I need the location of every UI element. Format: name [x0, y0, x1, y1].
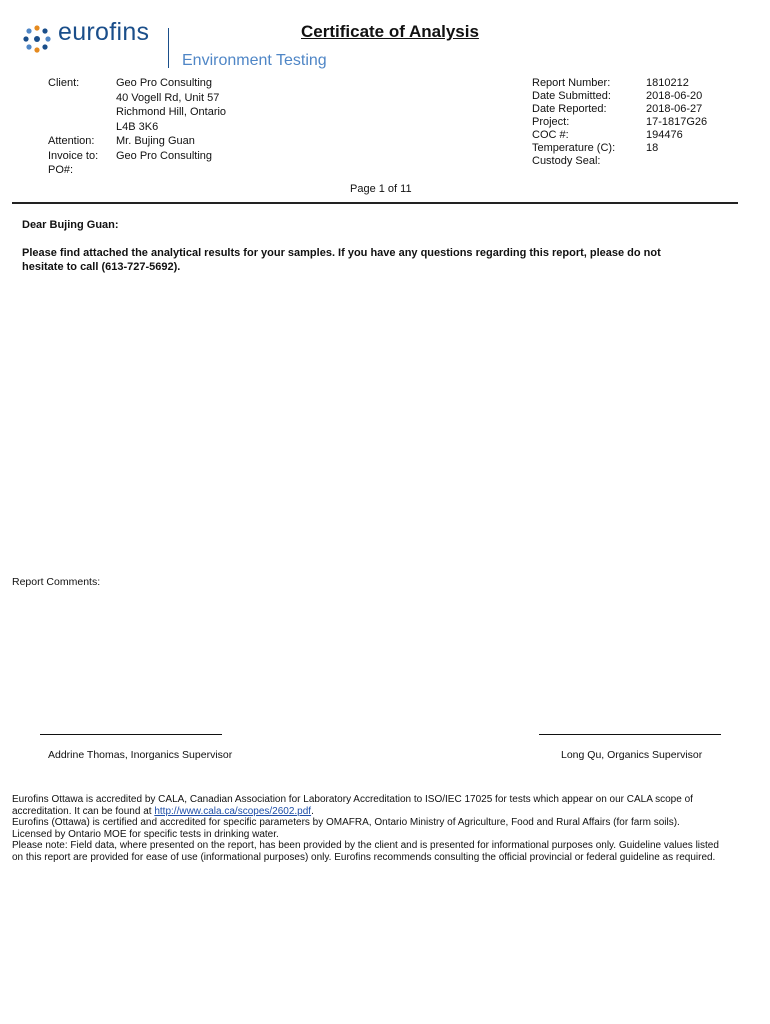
- date-submitted-value: 2018-06-20: [646, 90, 703, 102]
- signature-line-right: [539, 734, 721, 735]
- salutation: Dear Bujing Guan:: [22, 219, 119, 231]
- date-submitted-label: Date Submitted:: [532, 90, 611, 102]
- letter-body-line: hesitate to call (613-727-5692).: [22, 261, 181, 273]
- accreditation-footer: [12, 794, 730, 864]
- attention-value: Mr. Bujing Guan: [116, 135, 195, 147]
- eurofins-logo: [22, 18, 342, 74]
- client-line: Geo Pro Consulting: [116, 77, 212, 89]
- po-label: PO#:: [48, 164, 74, 176]
- invoice-label: Invoice to:: [48, 149, 99, 162]
- invoice-value: Geo Pro Consulting: [116, 149, 212, 162]
- footer-line: on this report are provided for ease of use (informational purposes) only. Eurofins recommends consulting the official provincial or federal guideline as required.: [12, 851, 716, 863]
- temperature-label: Temperature (C):: [532, 142, 616, 154]
- signatory-left: Addrine Thomas, Inorganics Supervisor: [48, 749, 233, 761]
- division-name: Environment Testing: [182, 52, 327, 69]
- footer-text: .: [311, 805, 314, 817]
- client-line: 40 Vogell Rd, Unit 57: [116, 91, 220, 104]
- project-value: 17-1817G26: [646, 116, 708, 128]
- cala-scope-link[interactable]: http://www.cala.ca/scopes/2602.pdf: [154, 805, 312, 817]
- brand-name: eurofins: [58, 18, 150, 46]
- temperature-value: 18: [646, 142, 659, 154]
- page-indicator: Page 1 of 11: [350, 183, 412, 195]
- logo-divider: [168, 28, 169, 68]
- attention-label: Attention:: [48, 135, 95, 147]
- footer-line: Please note: Field data, where presented on the report, has been provided by the client and is presented for informational purposes only. Guideline values listed: [12, 840, 719, 852]
- date-reported-value: 2018-06-27: [646, 103, 703, 115]
- footer-line: [12, 806, 730, 818]
- letter-body: [22, 246, 712, 274]
- report-number-label: Report Number:: [532, 77, 611, 89]
- report-number-value: 1810212: [646, 77, 689, 89]
- header-divider: [12, 202, 738, 204]
- letter-body-line: Please find attached the analytical results for your samples. If you have any questions regarding this report, please do not: [22, 247, 661, 259]
- document-title: Certificate of Analysis: [301, 22, 479, 41]
- client-label: Client:: [48, 77, 80, 89]
- client-line: Richmond Hill, Ontario: [116, 106, 227, 118]
- date-reported-label: Date Reported:: [532, 103, 607, 115]
- project-label: Project:: [532, 116, 570, 128]
- client-line: L4B 3K6: [116, 120, 159, 133]
- signatory-right: Long Qu, Organics Supervisor: [561, 749, 703, 761]
- footer-text: accreditation. It can be found at: [12, 805, 155, 817]
- report-comments-label: Report Comments:: [12, 576, 101, 588]
- footer-line: Licensed by Ontario MOE for specific tests in drinking water.: [12, 828, 279, 840]
- coc-label: COC #:: [532, 129, 569, 141]
- eurofins-dots-icon: [22, 24, 52, 54]
- footer-line: Eurofins Ottawa is accredited by CALA, Canadian Association for Laboratory Accreditation to ISO/IEC 17025 for tests which appear on our CALA scope of: [12, 794, 693, 805]
- footer-line: Eurofins (Ottawa) is certified and accredited for specific parameters by OMAFRA, Ontario Ministry of Agriculture, Food and Rural Affairs (for farm soils).: [12, 817, 680, 829]
- signature-line-left: [40, 734, 222, 735]
- custody-seal-label: Custody Seal:: [532, 155, 601, 167]
- coc-value: 194476: [646, 129, 683, 141]
